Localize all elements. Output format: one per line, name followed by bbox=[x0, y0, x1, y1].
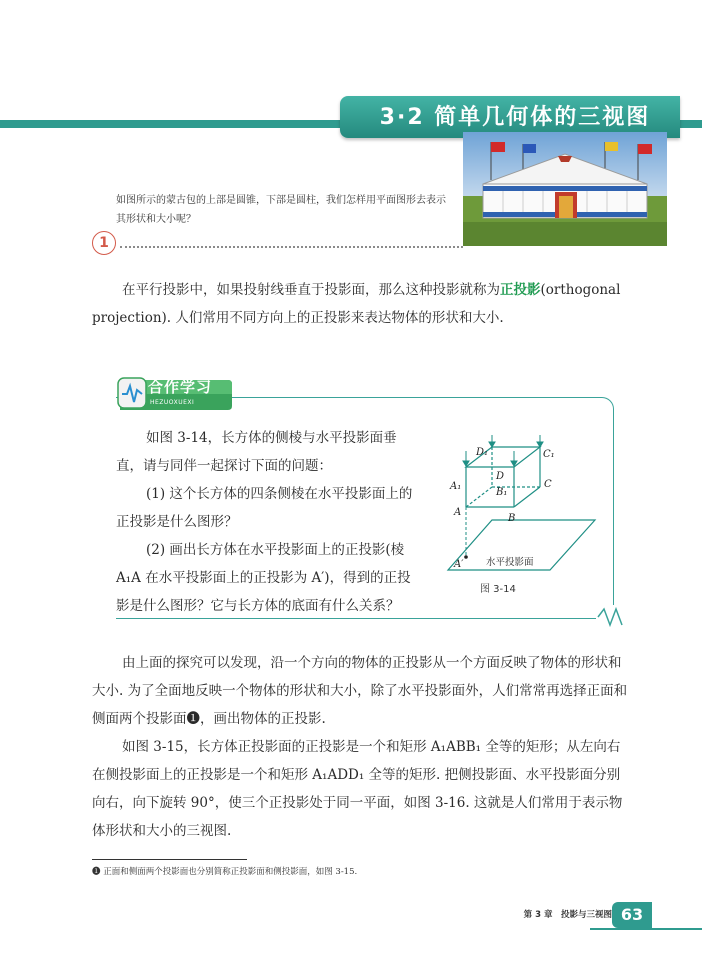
chapter-label: 第 3 章 投影与三视图 bbox=[523, 910, 612, 920]
coop-learning-text bbox=[116, 424, 422, 620]
footnote: ❶ 正面和侧面两个投影面也分别简称正投影面和侧投影面，如图 3-15. bbox=[92, 867, 358, 877]
label-d: D bbox=[496, 471, 505, 482]
coop-question-2: (2) 画出长方体在水平投影面上的正投影(棱 A₁A 在水平投影面上的正投影为 A′)，得到的正投影是什么图形？它与长方体的底面有什么关系？ bbox=[116, 542, 411, 614]
label-d1: D₁ bbox=[476, 447, 489, 458]
label-c1: C₁ bbox=[543, 449, 555, 460]
label-b: B bbox=[508, 513, 516, 524]
paragraph2-part1: 由上面的探究可以发现，沿一个方向的物体的正投影从一个方面反映了物体的形状和大小. 为了全面地反映一个物体的形状和大小，除了水平投影面外，人们常常再选择正面和侧面两个投影面❶，画出物体的正投影. bbox=[92, 655, 628, 727]
term-orthogonal-projection: 正投影 bbox=[500, 282, 541, 298]
label-b1: B₁ bbox=[496, 487, 508, 498]
intro-text: 如图所示的蒙古包的上部是圆锥，下部是圆柱，我们怎样用平面图形去表示其形状和大小呢？ bbox=[116, 195, 446, 225]
question-number-badge: 1 bbox=[92, 231, 116, 255]
paragraph-three-views bbox=[92, 649, 632, 845]
coop-learning-pinyin: HEZUOXUEXI bbox=[150, 399, 195, 406]
paragraph1-before: 在平行投影中，如果投射线垂直于投影面，那么这种投影就称为 bbox=[122, 282, 500, 298]
label-a: A bbox=[454, 507, 462, 518]
coop-intro: 如图 3-14，长方体的侧棱与水平投影面垂直，请与同伴一起探讨下面的问题： bbox=[116, 430, 397, 474]
point-a-prime bbox=[464, 555, 468, 559]
page-number: 63 bbox=[620, 905, 644, 924]
section-title: 3·2 简单几何体的三视图 bbox=[379, 105, 651, 130]
yurt-photo bbox=[463, 132, 667, 246]
label-a-prime: A′ bbox=[454, 559, 464, 570]
coop-learning-title: 合作学习 bbox=[148, 378, 213, 396]
frame-zigzag-break bbox=[596, 605, 626, 629]
paragraph2-part2: 如图 3-15，长方体正投影面的正投影是一个和矩形 A₁ABB₁ 全等的矩形；从左向右在侧投影面上的正投影是一个和矩形 A₁ADD₁ 全等的矩形. 把侧投影面、水平投影面分别向右，向下旋转 90°，使三个正投影处于同一平面，如图 3-16. 这就是人们常用于表示物体形状和大小的三视图. bbox=[92, 739, 623, 839]
footnote-rule bbox=[92, 859, 247, 860]
projection-arrows bbox=[463, 435, 543, 466]
footer-rule bbox=[590, 928, 702, 930]
figure-3-14 bbox=[410, 435, 610, 600]
plane-label: 水平投影面 bbox=[486, 557, 534, 568]
coop-question-1: (1) 这个长方体的四条侧棱在水平投影面上的正投影是什么图形？ bbox=[116, 486, 413, 530]
paragraph-orthogonal-projection bbox=[92, 276, 632, 332]
paragraph1-after: (orthogonal projection). 人们常用不同方向上的正投影来表达物体的形状和大小. bbox=[92, 282, 621, 326]
dotted-divider bbox=[120, 246, 463, 248]
label-c: C bbox=[544, 479, 552, 490]
label-a1: A₁ bbox=[450, 481, 462, 492]
figure-caption: 图 3-14 bbox=[480, 584, 516, 595]
